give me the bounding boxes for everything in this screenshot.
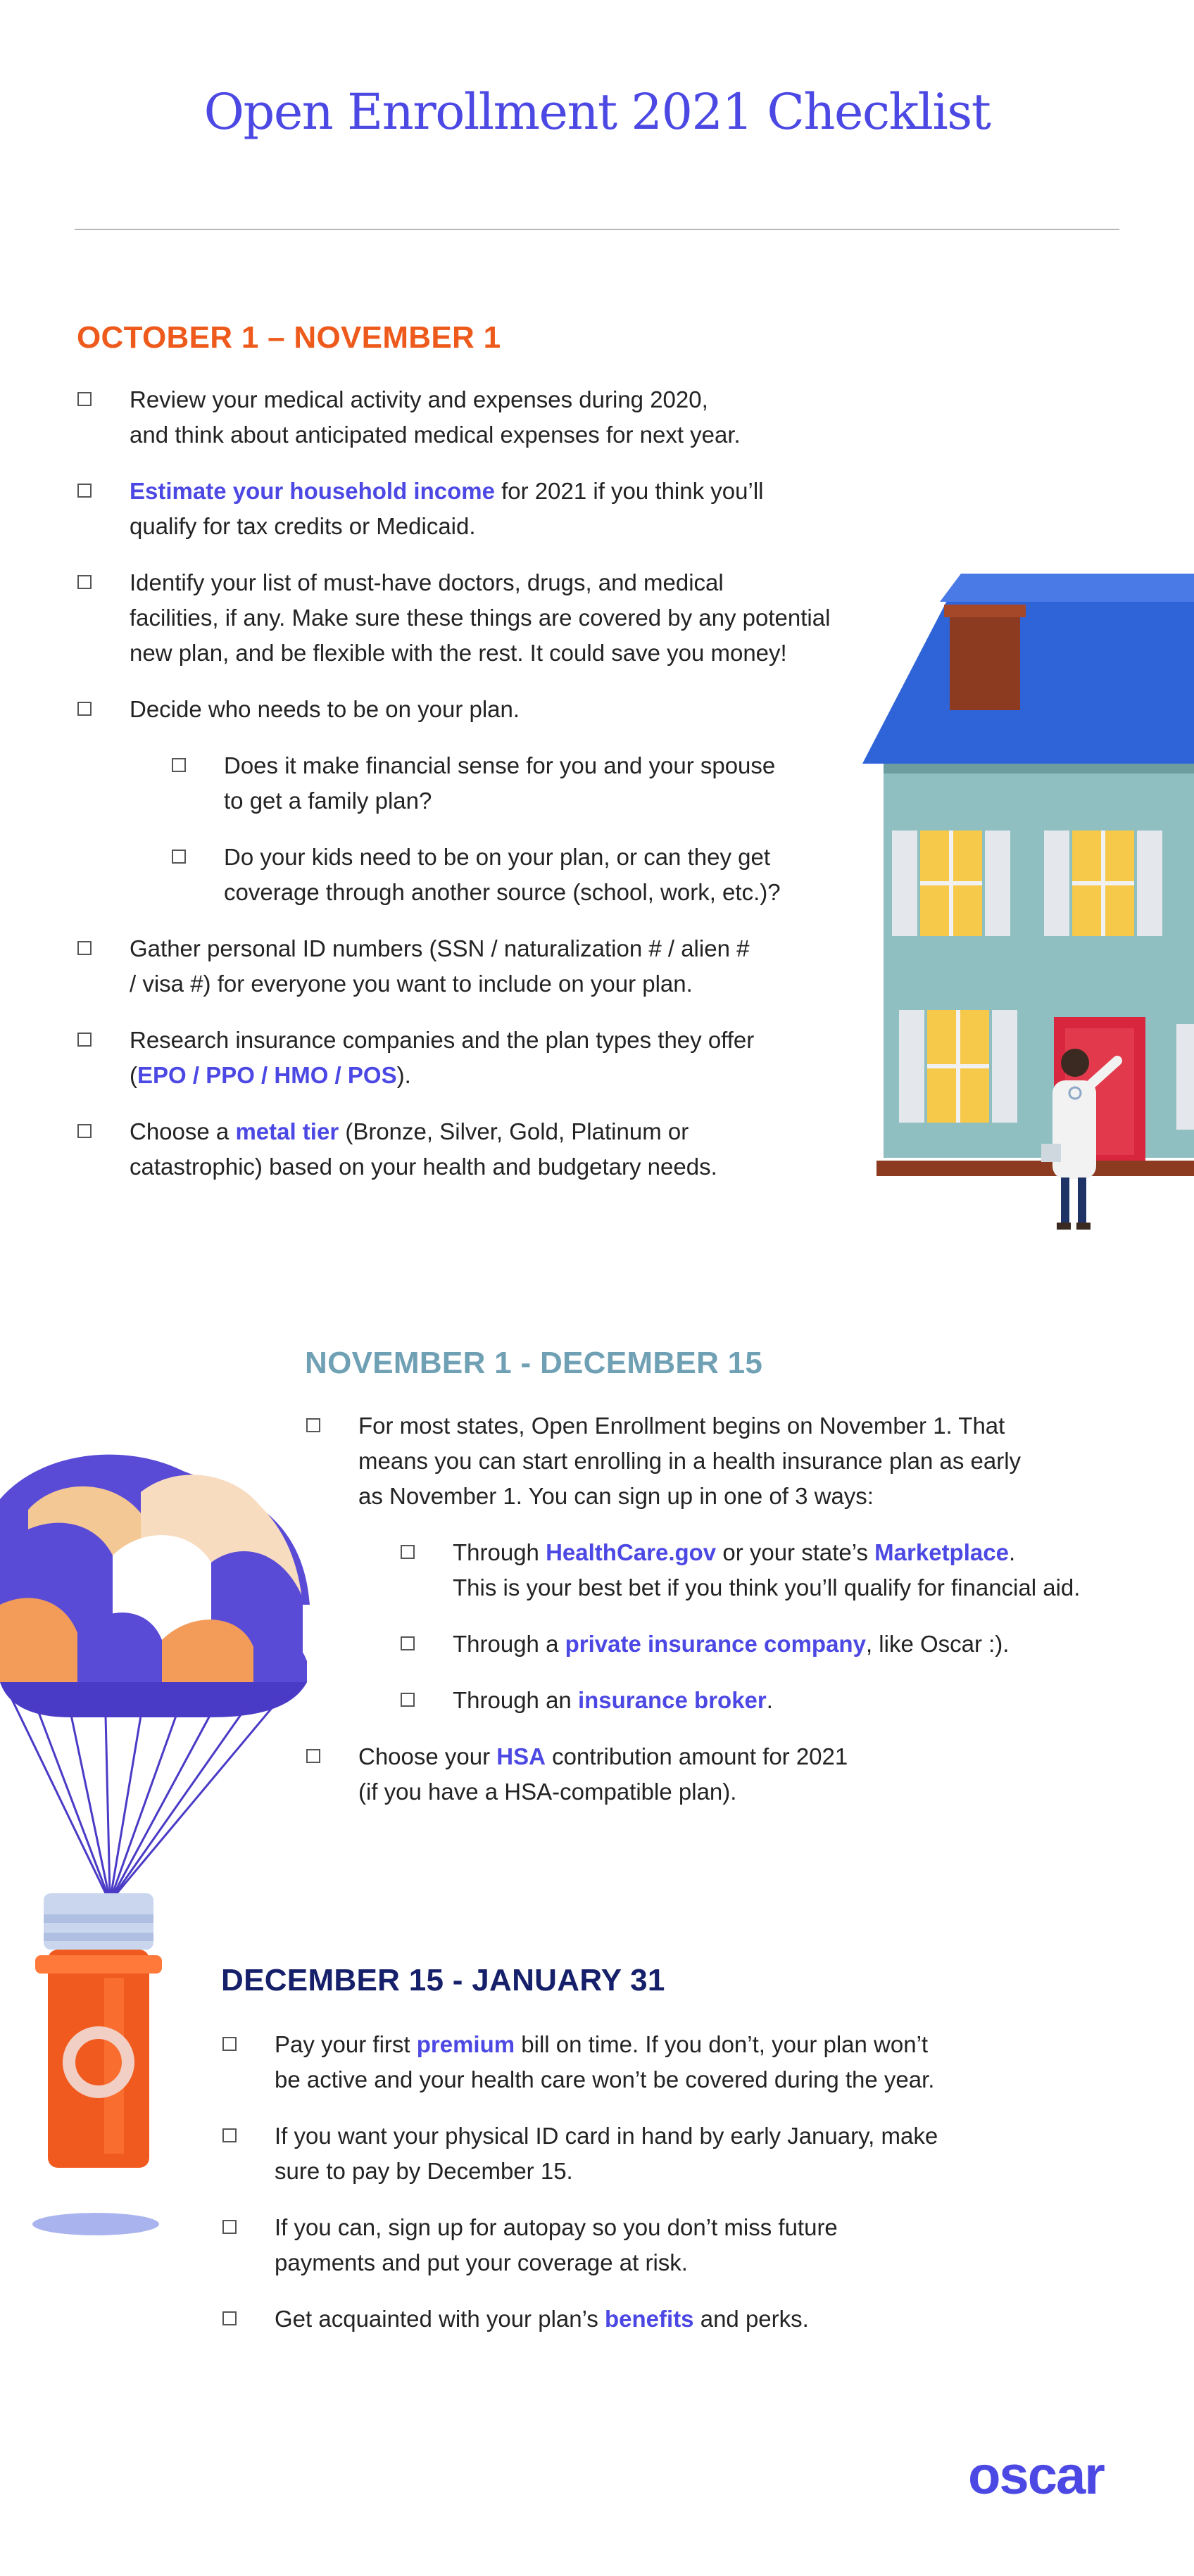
- checklist-item-text: [130, 569, 830, 666]
- checklist-item: [76, 382, 907, 453]
- checkbox[interactable]: [222, 2220, 237, 2234]
- checklist-item-text: [130, 1027, 754, 1088]
- checkbox[interactable]: [77, 484, 92, 498]
- inline-link[interactable]: metal tier: [235, 1118, 339, 1144]
- checklist-item: [305, 1739, 1178, 1810]
- checklist-item-text: [224, 844, 781, 905]
- oscar-logo: oscar: [968, 2446, 1104, 2506]
- checkbox[interactable]: [306, 1418, 320, 1432]
- checklist-item: [76, 931, 907, 1002]
- checklist-item-text: [453, 1687, 773, 1713]
- checklist-oct-nov: [76, 382, 907, 1206]
- text-segment: Research insurance companies and the plan types they offer (: [130, 1027, 755, 1088]
- text-segment: Choose a: [130, 1118, 236, 1144]
- checklist-item-text: [130, 1118, 717, 1180]
- checkbox[interactable]: [222, 2311, 237, 2325]
- text-segment: for 2021 if you think you’ll qualify for tax credits or Medicaid.: [130, 478, 764, 539]
- checklist-item-text: [275, 2031, 934, 2092]
- checkbox[interactable]: [77, 941, 92, 955]
- page-title: Open Enrollment 2021 Checklist: [203, 83, 991, 141]
- text-segment: Through: [453, 1539, 546, 1565]
- checklist-item: [221, 2210, 1094, 2280]
- checklist-subitem: [399, 1627, 1178, 1662]
- checkbox[interactable]: [222, 2128, 237, 2142]
- checklist-item-text: [275, 2123, 938, 2184]
- checklist-nov-dec: [305, 1408, 1178, 1831]
- checklist-item-text: [130, 935, 749, 997]
- text-segment: Pay your first: [275, 2031, 417, 2057]
- checklist-item: [76, 1023, 907, 1093]
- checklist-dec-jan: [221, 2027, 1094, 2358]
- checklist-item-text: [358, 1413, 1021, 1509]
- checklist-subitem: [170, 748, 907, 819]
- text-segment: If you can, sign up for autopay so you don’t miss future payments and put your coverage at risk.: [275, 2214, 838, 2275]
- checklist-item: [221, 2027, 1094, 2097]
- checkbox[interactable]: [77, 1033, 92, 1047]
- checkbox[interactable]: [77, 702, 92, 716]
- pill-bottle-illustration: [28, 1893, 169, 2238]
- text-segment: Get acquainted with your plan’s: [275, 2306, 605, 2332]
- inline-link[interactable]: insurance broker: [577, 1687, 767, 1713]
- text-segment: Does it make financial sense for you and your spouse to get a family plan?: [224, 752, 776, 814]
- checkbox[interactable]: [401, 1636, 415, 1650]
- inline-link[interactable]: Estimate your household income: [130, 478, 495, 504]
- inline-link[interactable]: premium: [416, 2031, 515, 2057]
- house-illustration: [855, 574, 1194, 1242]
- text-segment: Review your medical activity and expenses during 2020, and think about anticipated medical expenses for next year.: [130, 386, 741, 448]
- text-segment: Decide who needs to be on your plan.: [130, 696, 520, 722]
- section-heading-dec-jan: DECEMBER 15 - JANUARY 31: [221, 1963, 665, 1997]
- checkbox[interactable]: [77, 575, 92, 589]
- inline-link[interactable]: HealthCare.gov: [546, 1539, 717, 1565]
- checklist-item: [76, 565, 907, 671]
- checklist-item: [221, 2119, 1094, 2189]
- checkbox[interactable]: [401, 1545, 415, 1559]
- checkbox[interactable]: [222, 2037, 237, 2051]
- title-divider: [75, 229, 1119, 230]
- text-segment: or your state’s: [716, 1539, 875, 1565]
- text-segment: Through a: [453, 1631, 565, 1657]
- inline-link[interactable]: EPO / PPO / HMO / POS: [137, 1062, 397, 1088]
- inline-link[interactable]: benefits: [605, 2306, 694, 2332]
- checkbox[interactable]: [172, 850, 186, 864]
- inline-link[interactable]: Marketplace: [874, 1539, 1009, 1565]
- checklist-item: [76, 1114, 907, 1185]
- checklist-item-text: [130, 478, 763, 539]
- text-segment: Gather personal ID numbers (SSN / naturalization # / alien # / visa #) for everyone you want to include on your plan.: [130, 935, 750, 997]
- text-segment: Through an: [453, 1687, 578, 1713]
- section-heading-oct-nov: OCTOBER 1 – NOVEMBER 1: [77, 320, 501, 355]
- checklist-item: [305, 1408, 1178, 1514]
- text-segment: .: [766, 1687, 773, 1713]
- checkbox[interactable]: [401, 1693, 415, 1707]
- text-segment: Identify your list of must-have doctors, drugs, and medical facilities, if any. Make sure these things are covered by any potential new plan, and be flexible with the rest. It could save you money!: [130, 569, 831, 666]
- text-segment: Do your kids need to be on your plan, or can they get coverage through another source (school, work, etc.)?: [224, 844, 781, 905]
- checklist-item-text: [130, 386, 741, 448]
- text-segment: For most states, Open Enrollment begins on November 1. That means you can start enrolling in a health insurance plan as early as November 1. You can sign up in one of 3 ways:: [358, 1413, 1022, 1509]
- checklist-item: [221, 2302, 1094, 2337]
- checklist-subitem: [399, 1683, 1178, 1718]
- text-segment: contribution amount for 2021 (if you have a HSA-compatible plan).: [358, 1743, 848, 1805]
- inline-link[interactable]: HSA: [496, 1743, 546, 1769]
- text-segment: (Bronze, Silver, Gold, Platinum or catastrophic) based on your health and budgetary needs.: [130, 1118, 717, 1180]
- checklist-item-text: [453, 1539, 1080, 1600]
- text-segment: , like Oscar :).: [865, 1631, 1010, 1657]
- section-heading-nov-dec: NOVEMBER 1 - DECEMBER 15: [305, 1346, 763, 1380]
- checklist-subitem: [399, 1535, 1178, 1605]
- checklist-item-text: [453, 1631, 1009, 1657]
- text-segment: If you want your physical ID card in hand by early January, make sure to pay by December 15.: [275, 2123, 938, 2184]
- checklist-item-text: [275, 2214, 838, 2275]
- checklist-item-text: [130, 696, 520, 722]
- checkbox[interactable]: [172, 758, 186, 772]
- checklist-item: [76, 474, 907, 544]
- checklist-item-text: [224, 752, 775, 814]
- checklist-item: [76, 692, 907, 727]
- checkbox[interactable]: [77, 1124, 92, 1138]
- text-segment: Choose your: [358, 1743, 497, 1769]
- text-segment: and perks.: [693, 2306, 809, 2332]
- checklist-subitem: [170, 840, 907, 910]
- text-segment: . This is your best bet if you think you’ll qualify for financial aid.: [453, 1539, 1081, 1600]
- inline-link[interactable]: private insurance company: [565, 1631, 866, 1657]
- checklist-item-text: [358, 1743, 848, 1805]
- checkbox[interactable]: [77, 392, 92, 406]
- text-segment: bill on time. If you don’t, your plan won’t be active and your health care won’t be covered during the year.: [275, 2031, 935, 2092]
- text-segment: ).: [396, 1062, 411, 1088]
- checklist-item-text: [275, 2306, 809, 2332]
- parachute-illustration: [0, 1450, 310, 1900]
